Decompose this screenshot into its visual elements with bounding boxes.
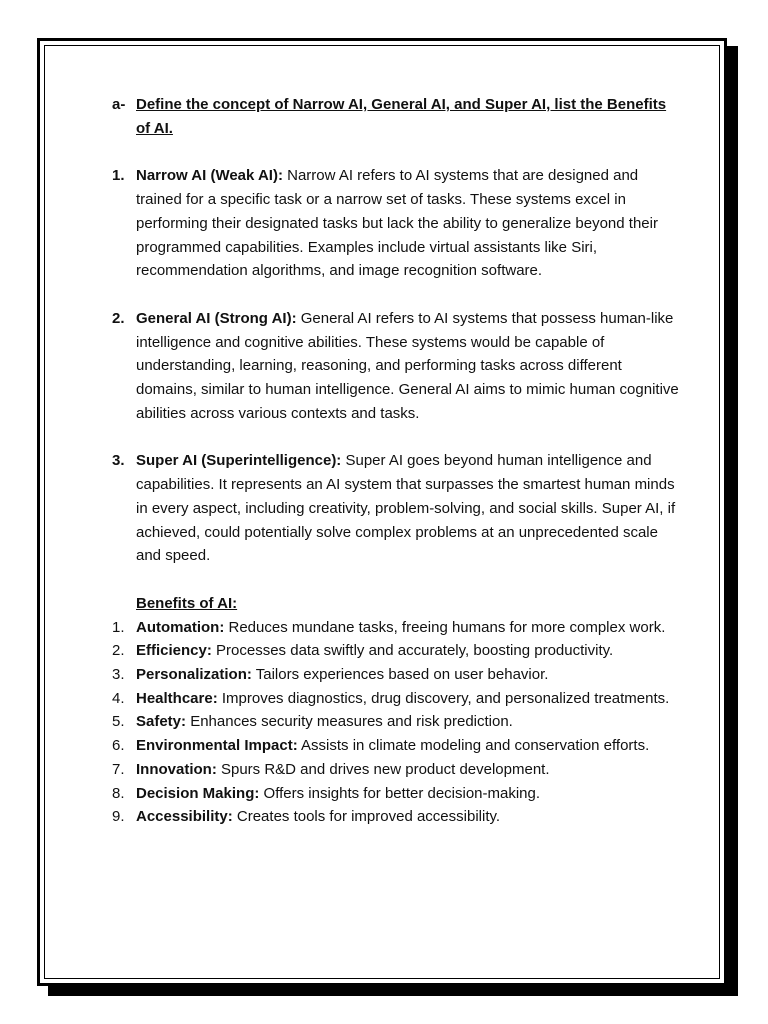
heading-marker: a- xyxy=(112,96,126,113)
definition-text: Super AI goes beyond human intelligence and capabilities. It represents an AI system that surpasses the smartest human minds in every aspect, including creativity, problem-solving, and social skills. Super AI, if achieved, could potentially solve complex problems at an unprecedented scale and speed. xyxy=(136,452,676,565)
benefit-number: 4. xyxy=(112,689,125,707)
benefit-term: Automation: xyxy=(136,618,225,636)
heading-text: Define the concept of Narrow AI, General AI, and Super AI, list the Benefits of AI. xyxy=(136,96,667,137)
benefits-list xyxy=(112,616,684,829)
definition-text: Narrow AI refers to AI systems that are designed and trained for a specific task or a narrow set of tasks. These systems excel in performing their designated tasks but lack the ability to generalize beyond their programmed capabilities. Examples include virtual assistants like Siri, recommendation algorithms, and image recognition software. xyxy=(136,167,658,280)
benefit-number: 3. xyxy=(112,666,125,684)
question-heading xyxy=(112,93,684,140)
benefit-text: Enhances security measures and risk prediction. xyxy=(186,713,513,731)
benefit-number: 9. xyxy=(112,808,125,826)
definition-term: General AI (Strong AI): xyxy=(136,309,297,327)
benefit-number: 5. xyxy=(112,713,125,731)
definition-narrow-ai xyxy=(112,164,684,283)
benefit-term: Decision Making: xyxy=(136,784,260,802)
list-item xyxy=(112,782,684,806)
list-item xyxy=(112,758,684,782)
benefit-text: Assists in climate modeling and conservation efforts. xyxy=(297,737,650,755)
benefit-number: 2. xyxy=(112,642,125,660)
definition-term: Narrow AI (Weak AI): xyxy=(136,167,283,185)
definition-term: Super AI (Superintelligence): xyxy=(136,452,342,470)
benefits-title-text: Benefits of AI: xyxy=(136,594,238,612)
benefit-term: Innovation: xyxy=(136,760,217,778)
benefit-term: Efficiency: xyxy=(136,642,212,660)
list-item xyxy=(112,710,684,734)
benefit-term: Personalization: xyxy=(136,666,252,684)
benefit-number: 1. xyxy=(112,618,125,636)
benefit-text: Processes data swiftly and accurately, boosting productivity. xyxy=(211,642,614,660)
benefit-term: Accessibility: xyxy=(136,808,233,826)
benefit-text: Offers insights for better decision-making. xyxy=(259,784,541,802)
benefit-term: Healthcare: xyxy=(136,689,218,707)
list-item xyxy=(112,687,684,711)
list-item xyxy=(112,734,684,758)
definition-super-ai xyxy=(112,449,684,568)
benefit-text: Tailors experiences based on user behavior. xyxy=(251,666,549,684)
list-item xyxy=(112,663,684,687)
document-body xyxy=(112,93,684,829)
definition-number: 3. xyxy=(112,452,125,470)
definition-general-ai xyxy=(112,307,684,426)
definition-text: General AI refers to AI systems that possess human-like intelligence and cognitive abilities. These systems would be capable of understanding, learning, reasoning, and performing tasks across different domains, similar to human intelligence. General AI aims to mimic human cognitive abilities across various contexts and tasks. xyxy=(136,309,679,422)
benefit-number: 6. xyxy=(112,737,125,755)
benefit-term: Safety: xyxy=(136,713,187,731)
benefit-number: 7. xyxy=(112,760,125,778)
benefit-number: 8. xyxy=(112,784,125,802)
benefit-text: Creates tools for improved accessibility. xyxy=(232,808,501,826)
definition-number: 1. xyxy=(112,167,125,185)
list-item xyxy=(112,805,684,829)
benefits-title xyxy=(112,592,684,616)
benefit-text: Improves diagnostics, drug discovery, and personalized treatments. xyxy=(217,689,670,707)
benefit-term: Environmental Impact: xyxy=(136,737,298,755)
benefit-text: Reduces mundane tasks, freeing humans for more complex work. xyxy=(224,618,666,636)
list-item xyxy=(112,616,684,640)
benefit-text: Spurs R&D and drives new product development. xyxy=(216,760,550,778)
list-item xyxy=(112,639,684,663)
definition-number: 2. xyxy=(112,309,125,327)
